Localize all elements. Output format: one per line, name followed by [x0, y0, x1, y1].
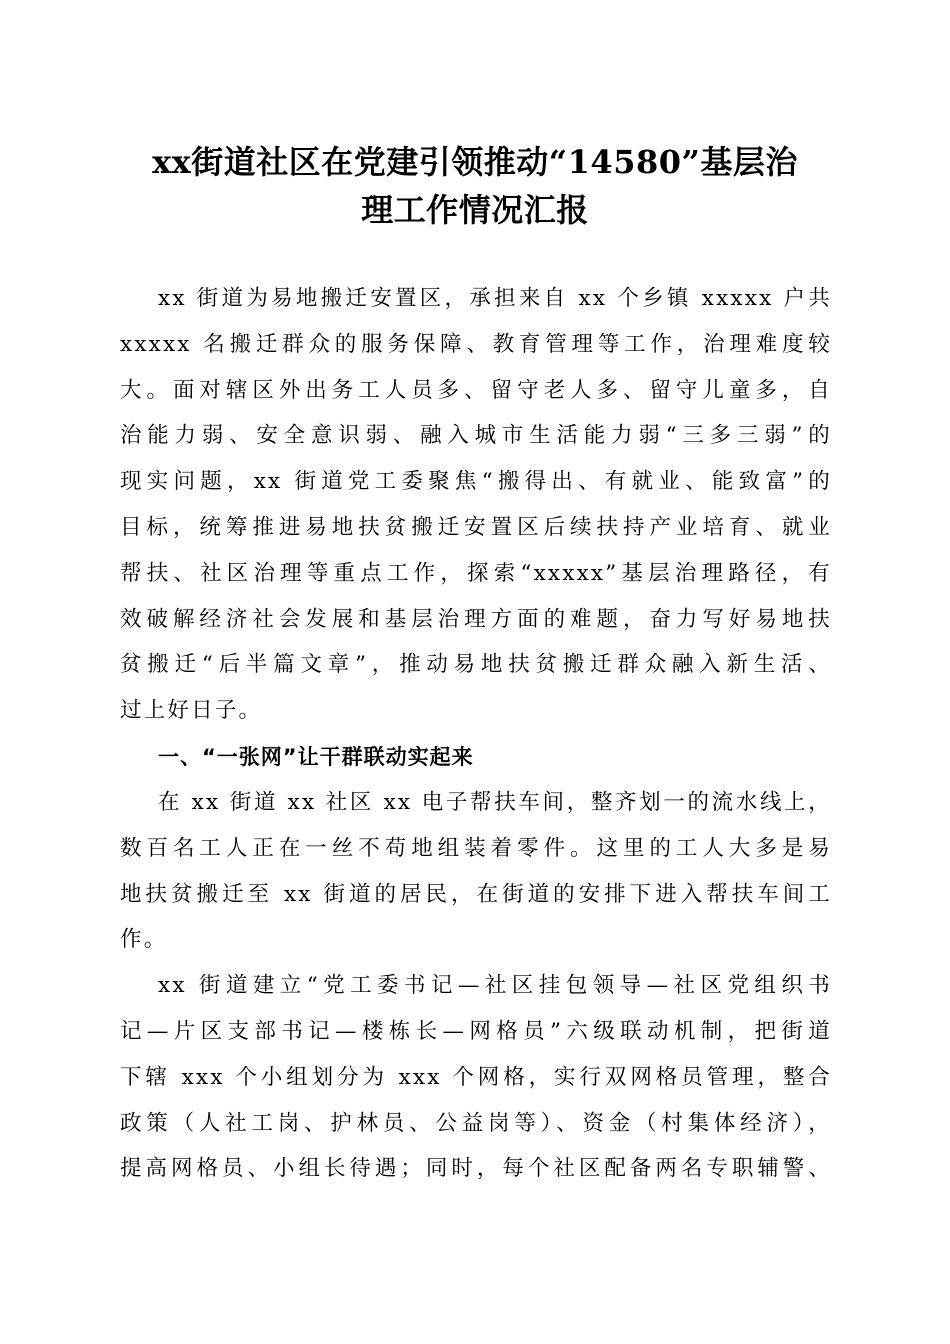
- paragraph-line: 现实问题，xx 街道党工委聚焦“搬得出、有就业、能致富”的: [120, 469, 832, 495]
- paragraph-line: 记—片区支部书记—楼栋长—网格员”六级联动机制，把街道: [120, 1018, 832, 1044]
- paragraph-line: 数百名工人正在一丝不苟地组装着零件。这里的工人大多是易: [120, 835, 832, 861]
- paragraph-line: 目标，统筹推进易地扶贫搬迁安置区后续扶持产业培育、就业: [120, 514, 832, 540]
- paragraph-line: xx 街道为易地搬迁安置区，承担来自 xx 个乡镇 xxxxx 户共: [158, 286, 832, 311]
- paragraph-line: 提高网格员、小组长待遇；同时，每个社区配备两名专职辅警、: [120, 1156, 832, 1182]
- paragraph-line: xx 街道建立“党工委书记—社区挂包领导—社区党组织书: [158, 973, 832, 999]
- paragraph-line: 地扶贫搬迁至 xx 街道的居民，在街道的安排下进入帮扶车间工: [120, 881, 832, 907]
- paragraph-line: xxxxx 名搬迁群众的服务保障、教育管理等工作，治理难度较: [120, 331, 832, 357]
- document-body: [120, 276, 832, 1192]
- document-title: [110, 138, 840, 234]
- paragraph-workshop: [120, 780, 832, 963]
- paragraph-line: 治能力弱、安全意识弱、融入城市生活能力弱“三多三弱”的: [120, 423, 832, 449]
- paragraph-line: 作。: [120, 927, 168, 953]
- paragraph-line: 效破解经济社会发展和基层治理方面的难题，奋力写好易地扶: [120, 606, 832, 632]
- title-line-1: xx街道社区在党建引领推动“14580”基层治: [152, 143, 798, 181]
- paragraph-line: 政策（人社工岗、护林员、公益岗等）、资金（村集体经济），: [120, 1110, 832, 1136]
- paragraph-line: 在 xx 街道 xx 社区 xx 电子帮扶车间，整齐划一的流水线上，: [158, 789, 832, 815]
- section-heading-1: 一、“一张网”让干群联动实起来: [158, 744, 474, 769]
- paragraph-mechanism: [120, 963, 832, 1192]
- paragraph-intro: [120, 276, 832, 734]
- title-line-2: 理工作情况汇报: [361, 191, 589, 229]
- paragraph-line: 贫搬迁“后半篇文章”，推动易地扶贫搬迁群众融入新生活、: [120, 652, 832, 678]
- paragraph-line: 大。面对辖区外出务工人员多、留守老人多、留守儿童多，自: [120, 377, 832, 403]
- paragraph-line: 过上好日子。: [120, 698, 263, 724]
- paragraph-line: 下辖 xxx 个小组划分为 xxx 个网格，实行双网格员管理，整合: [120, 1064, 832, 1090]
- paragraph-line: 帮扶、社区治理等重点工作，探索“xxxxx”基层治理路径，有: [120, 560, 832, 586]
